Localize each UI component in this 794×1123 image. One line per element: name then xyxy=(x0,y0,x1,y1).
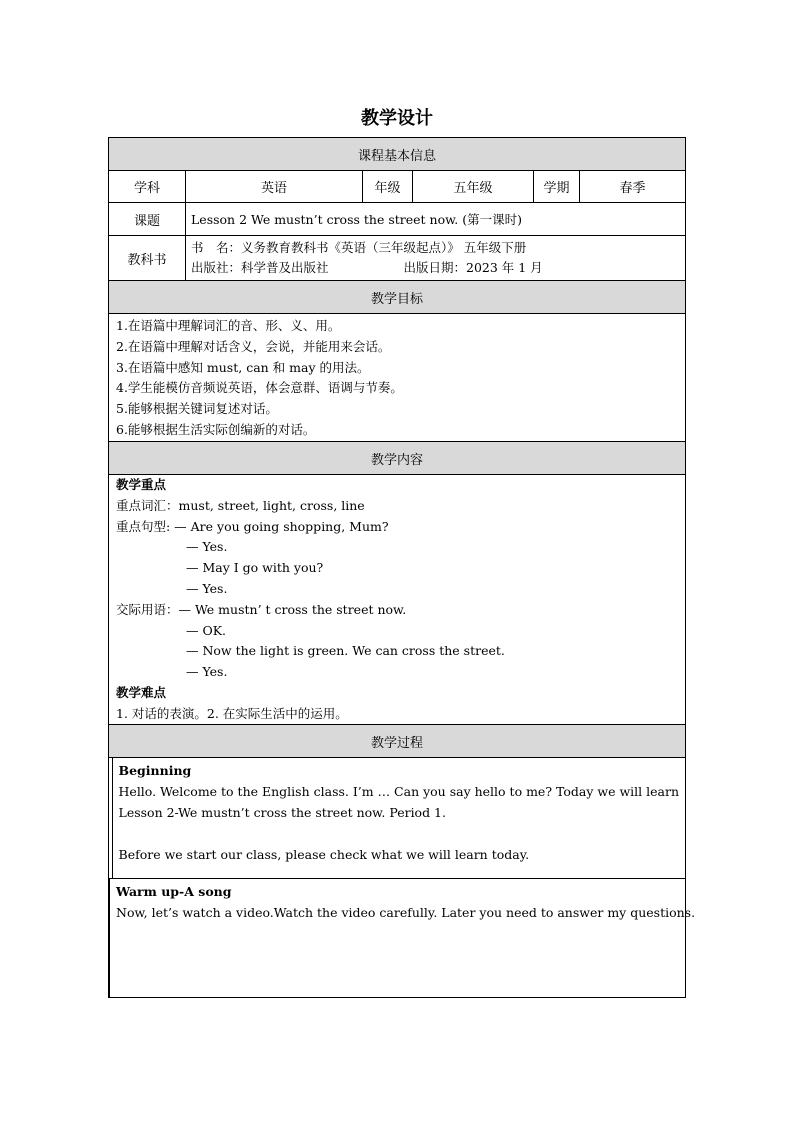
info-row-textbook xyxy=(109,236,685,281)
objective-item: 4.学生能模仿音频说英语，体会意群、语调与节奏。 xyxy=(116,380,403,396)
process-step-content xyxy=(110,879,701,997)
term-label: 学期 xyxy=(534,171,580,202)
key-sentence-line: — May I go with you? xyxy=(186,560,324,576)
topic-label: 课题 xyxy=(109,203,186,235)
content-header-label: 教学内容 xyxy=(370,452,423,468)
textbook-label: 教科书 xyxy=(109,236,186,280)
content-block xyxy=(109,475,512,724)
basic-info-header-label: 课程基本信息 xyxy=(357,148,436,164)
objectives-body xyxy=(109,314,685,442)
comm-expression: 交际用语：— We mustn’ t cross the street now. xyxy=(116,601,407,617)
subject-value: 英语 xyxy=(186,171,363,202)
difficulty-heading: 教学难点 xyxy=(116,684,167,700)
difficulty-text: 1. 对话的表演。2. 在实际生活中的运用。 xyxy=(116,705,348,721)
grade-label: 年级 xyxy=(363,171,413,202)
process-step-content xyxy=(113,758,685,878)
objective-item: 2.在语篇中理解对话含义，会说，并能用来会话。 xyxy=(116,338,391,354)
info-row-topic xyxy=(109,203,685,236)
textbook-publisher-line: 出版社：科学普及出版社 出版日期：2023 年 1 月 xyxy=(191,260,543,275)
info-row-subject xyxy=(109,171,685,203)
grade-value: 五年级 xyxy=(413,171,534,202)
process-step-line: Now, let’s watch a video.Watch the video carefully. Later you need to answer my questions. xyxy=(116,905,696,920)
comm-line: — Now the light is green. We can cross the street. xyxy=(186,643,505,659)
objective-item: 5.能够根据关键词复述对话。 xyxy=(116,401,278,417)
process-header xyxy=(109,725,685,758)
key-vocab: 重点词汇：must, street, light, cross, line xyxy=(116,497,365,513)
objectives-header-label: 教学目标 xyxy=(370,291,423,307)
process-step-warmup xyxy=(109,879,696,997)
lesson-plan-table xyxy=(108,137,696,998)
process-step-heading: Beginning xyxy=(118,763,192,778)
content-body xyxy=(109,475,685,725)
objectives-list xyxy=(109,314,410,441)
objectives-header xyxy=(109,281,685,314)
key-sentence: 重点句型: — Are you going shopping, Mum? xyxy=(116,518,389,534)
objective-item: 1.在语篇中理解词汇的音、形、义、用。 xyxy=(116,318,341,333)
objective-item: 3.在语篇中感知 must, can 和 may 的用法。 xyxy=(116,359,370,375)
process-step-spacer xyxy=(119,823,679,844)
comm-line: — Yes. xyxy=(186,664,228,680)
basic-info-header xyxy=(109,138,685,171)
subject-label: 学科 xyxy=(109,171,186,202)
key-points-heading: 教学重点 xyxy=(116,477,167,492)
objective-item: 6.能够根据生活实际创编新的对话。 xyxy=(116,421,316,437)
textbook-title-line: 书 名：义务教育教科书《英语（三年级起点）》 五年级下册 xyxy=(191,240,527,255)
content-header xyxy=(109,442,685,475)
textbook-value xyxy=(186,236,685,280)
process-step-line: Hello. Welcome to the English class. I’m … Can you say hello to me? Today we will learn xyxy=(118,784,679,799)
key-sentence-line: — Yes. xyxy=(186,580,228,596)
topic-value: Lesson 2 We mustn’t cross the street now. (第一课时) xyxy=(191,212,523,227)
process-step-line: Before we start our class, please check what we will learn today. xyxy=(118,847,530,862)
process-step-heading: Warm up-A song xyxy=(116,884,232,899)
comm-line: — OK. xyxy=(186,622,227,638)
term-value: 春季 xyxy=(619,181,646,196)
key-sentence-line: — Yes. xyxy=(186,539,228,555)
process-step-line: Lesson 2-We mustn’t cross the street now. Period 1. xyxy=(118,805,446,820)
process-step-beginning xyxy=(109,758,685,879)
page-title: 教学设计 xyxy=(361,108,433,129)
process-header-label: 教学过程 xyxy=(370,735,423,751)
